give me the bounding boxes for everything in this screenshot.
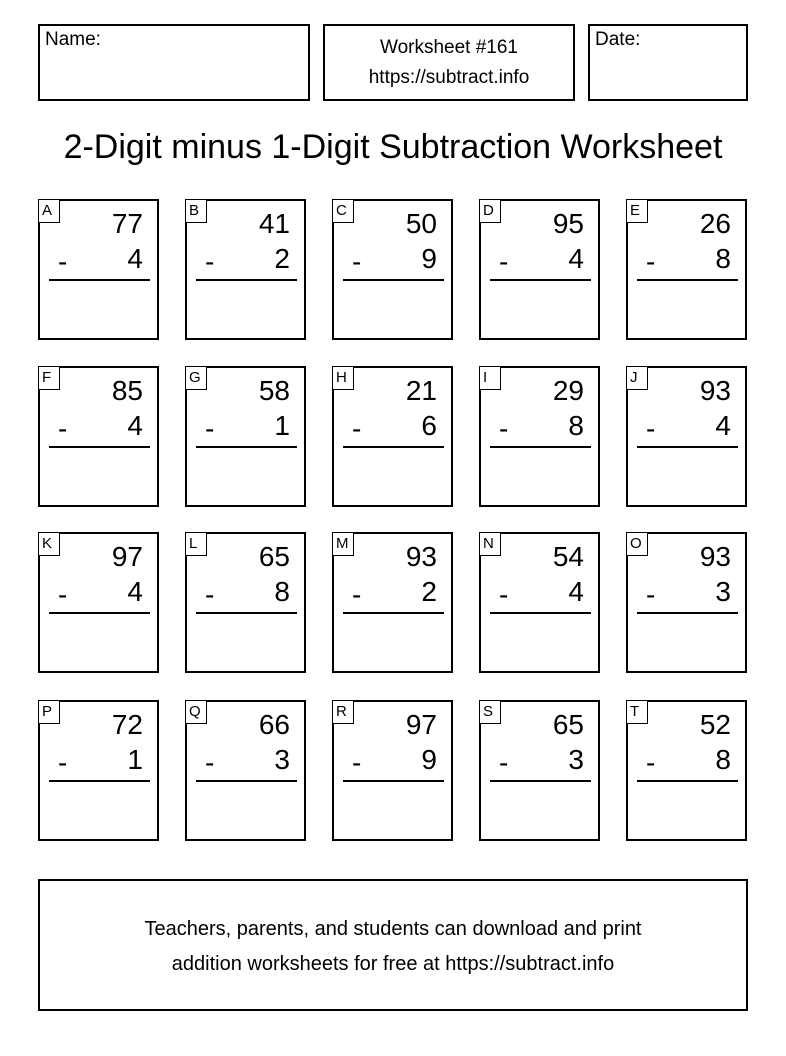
date-label: Date:	[595, 29, 641, 50]
answer-line	[343, 279, 444, 281]
answer-line	[196, 612, 297, 614]
subtrahend: 8	[715, 243, 731, 274]
problem-letter: O	[626, 532, 648, 556]
subtrahend: 2	[421, 576, 437, 607]
problem-card[interactable]	[626, 366, 747, 507]
minus-sign: -	[58, 413, 68, 444]
problem-card[interactable]	[185, 532, 306, 673]
date-field[interactable]	[588, 24, 748, 101]
minuend: 97	[111, 541, 143, 572]
minus-sign: -	[58, 579, 68, 610]
name-field[interactable]	[38, 24, 310, 101]
problem-card[interactable]	[38, 700, 159, 841]
worksheet-number: Worksheet #161	[379, 37, 518, 58]
worksheet-info-box	[323, 24, 575, 101]
minus-sign: -	[205, 579, 215, 610]
problem-card[interactable]	[38, 199, 159, 340]
problem-card[interactable]	[185, 700, 306, 841]
problem-letter: F	[38, 366, 60, 390]
minus-sign: -	[205, 413, 215, 444]
minus-sign: -	[646, 246, 656, 277]
subtrahend: 9	[421, 243, 437, 274]
answer-line	[343, 780, 444, 782]
page-title: 2-Digit minus 1-Digit Subtraction Worksheet	[63, 128, 723, 166]
problem-card[interactable]	[38, 532, 159, 673]
subtrahend: 8	[274, 576, 290, 607]
subtrahend: 3	[715, 576, 731, 607]
subtrahend: 4	[127, 243, 143, 274]
subtrahend: 4	[127, 576, 143, 607]
problem-letter: N	[479, 532, 501, 556]
subtrahend: 9	[421, 744, 437, 775]
minuend: 95	[552, 208, 584, 239]
problem-card[interactable]	[185, 366, 306, 507]
subtrahend: 8	[568, 410, 584, 441]
answer-line	[637, 446, 738, 448]
problem-card[interactable]	[185, 199, 306, 340]
problem-card[interactable]	[332, 532, 453, 673]
minuend: 77	[111, 208, 143, 239]
answer-line	[49, 612, 150, 614]
subtrahend: 3	[568, 744, 584, 775]
minus-sign: -	[352, 579, 362, 610]
problem-letter: M	[332, 532, 354, 556]
footer-line-1: Teachers, parents, and students can download and print	[144, 918, 642, 940]
problem-letter: I	[479, 366, 501, 390]
minuend: 54	[552, 541, 584, 572]
problem-letter: C	[332, 199, 354, 223]
minuend: 58	[258, 375, 290, 406]
answer-line	[49, 279, 150, 281]
problem-letter: D	[479, 199, 501, 223]
subtrahend: 4	[715, 410, 731, 441]
problem-letter: E	[626, 199, 648, 223]
name-label: Name:	[45, 29, 101, 50]
subtrahend: 4	[568, 243, 584, 274]
answer-line	[49, 780, 150, 782]
subtrahend: 3	[274, 744, 290, 775]
problem-card[interactable]	[479, 199, 600, 340]
problem-card[interactable]	[479, 532, 600, 673]
minuend: 21	[405, 375, 437, 406]
answer-line	[490, 612, 591, 614]
problem-letter: Q	[185, 700, 207, 724]
minuend: 93	[405, 541, 437, 572]
answer-line	[490, 446, 591, 448]
problem-letter: L	[185, 532, 207, 556]
minuend: 50	[405, 208, 437, 239]
answer-line	[637, 780, 738, 782]
minus-sign: -	[58, 747, 68, 778]
minuend: 93	[699, 375, 731, 406]
minus-sign: -	[499, 246, 509, 277]
footer-line-2: addition worksheets for free at https://subtract.info	[171, 953, 615, 975]
minus-sign: -	[499, 413, 509, 444]
problem-card[interactable]	[332, 700, 453, 841]
answer-line	[490, 279, 591, 281]
subtrahend: 1	[127, 744, 143, 775]
footer-note	[38, 879, 748, 1011]
problem-card[interactable]	[626, 199, 747, 340]
minus-sign: -	[646, 747, 656, 778]
answer-line	[490, 780, 591, 782]
subtrahend: 2	[274, 243, 290, 274]
minuend: 93	[699, 541, 731, 572]
minus-sign: -	[205, 246, 215, 277]
answer-line	[196, 279, 297, 281]
minuend: 26	[699, 208, 731, 239]
minus-sign: -	[205, 747, 215, 778]
minuend: 97	[405, 709, 437, 740]
problem-letter: P	[38, 700, 60, 724]
minus-sign: -	[499, 579, 509, 610]
answer-line	[196, 446, 297, 448]
minuend: 29	[552, 375, 584, 406]
problem-card[interactable]	[332, 199, 453, 340]
minus-sign: -	[352, 413, 362, 444]
problem-letter: H	[332, 366, 354, 390]
problem-card[interactable]	[479, 366, 600, 507]
subtrahend: 8	[715, 744, 731, 775]
problem-card[interactable]	[479, 700, 600, 841]
minuend: 72	[111, 709, 143, 740]
minuend: 85	[111, 375, 143, 406]
subtrahend: 4	[127, 410, 143, 441]
answer-line	[343, 446, 444, 448]
minuend: 66	[258, 709, 290, 740]
problem-card[interactable]	[626, 532, 747, 673]
minus-sign: -	[646, 413, 656, 444]
minuend: 65	[552, 709, 584, 740]
problem-letter: A	[38, 199, 60, 223]
problem-letter: R	[332, 700, 354, 724]
problem-letter: G	[185, 366, 207, 390]
problem-letter: J	[626, 366, 648, 390]
problem-card[interactable]	[38, 366, 159, 507]
answer-line	[196, 780, 297, 782]
minus-sign: -	[499, 747, 509, 778]
problem-card[interactable]	[332, 366, 453, 507]
answer-line	[343, 612, 444, 614]
problem-letter: S	[479, 700, 501, 724]
answer-line	[637, 279, 738, 281]
worksheet-url: https://subtract.info	[368, 67, 530, 88]
subtrahend: 4	[568, 576, 584, 607]
minuend: 41	[258, 208, 290, 239]
subtrahend: 6	[421, 410, 437, 441]
minus-sign: -	[646, 579, 656, 610]
subtrahend: 1	[274, 410, 290, 441]
problem-letter: K	[38, 532, 60, 556]
minus-sign: -	[352, 246, 362, 277]
problem-letter: B	[185, 199, 207, 223]
minus-sign: -	[352, 747, 362, 778]
problem-card[interactable]	[626, 700, 747, 841]
answer-line	[49, 446, 150, 448]
problem-letter: T	[626, 700, 648, 724]
answer-line	[637, 612, 738, 614]
minuend: 52	[699, 709, 731, 740]
minus-sign: -	[58, 246, 68, 277]
minuend: 65	[258, 541, 290, 572]
